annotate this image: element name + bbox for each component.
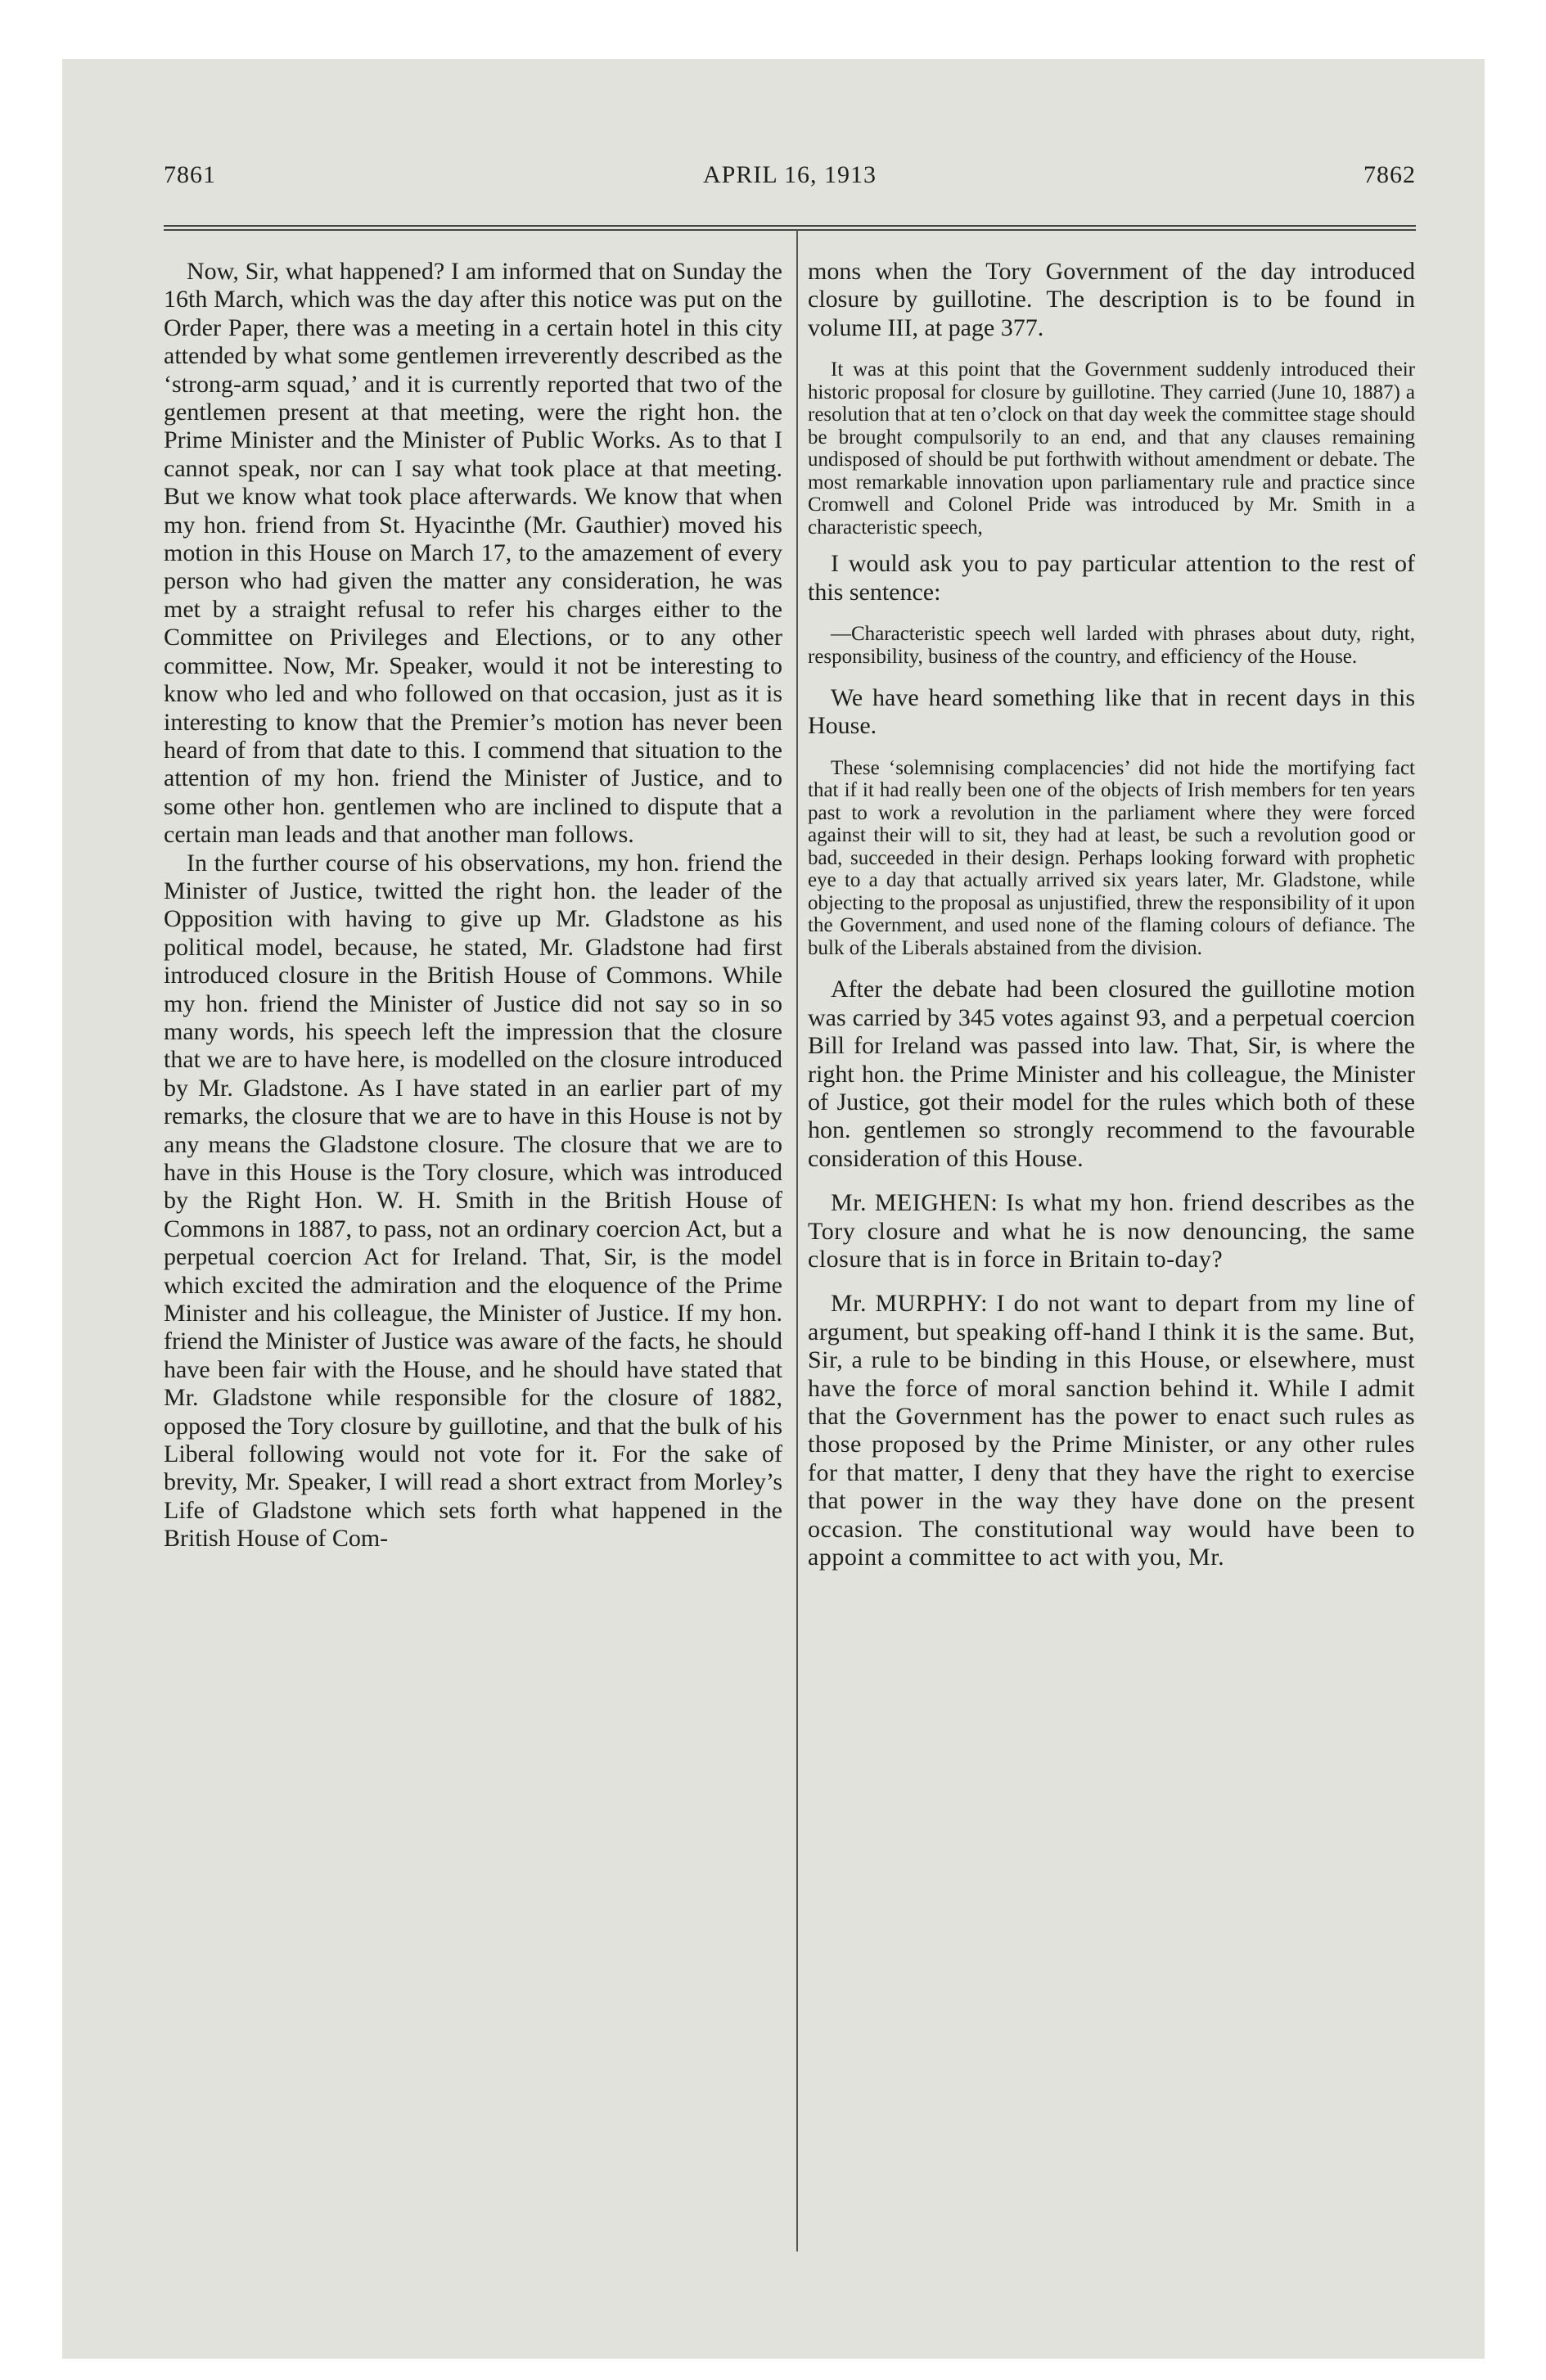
paragraph-recent-days: We have heard something like that in recent days in this House. (808, 684, 1415, 740)
header-double-rule (164, 225, 1416, 231)
page-number-right: 7862 (1363, 161, 1416, 188)
paragraph-what-happened: Now, Sir, what happened? I am informed that on Sunday the 16th March, which was the day after this notice was put on the Order Paper, there was a meeting in a certain hotel in this city attended by what some gentlemen irreverently described as the ‘strong-arm squad,’ and it is currently reported that two of the gentlemen present at that meeting, were the right hon. the Prime Minister and the Minister of Public Works. As to that I cannot speak, nor can I say what took place at that meeting. But we know what took place afterwards. We know that when my hon. friend from St. Hyacinthe (Mr. Gauthier) moved his motion in this House on March 17, to the amazement of every person who had given the matter any consideration, he was met by a straight refusal to refer his charges either to the Committee on Privileges and Elections, or to any other committee. Now, Mr. Speaker, would it not be interesting to know who led and who followed on that occasion, just as it is interesting to know that the Premier’s motion has never been heard of from that date to this. I commend that situation to the attention of my hon. friend the Minister of Justice, and to some other hon. gentlemen who are inclined to dispute that a certain man leads and that another man follows. (164, 258, 782, 849)
right-column (808, 258, 1415, 1571)
page-header (164, 151, 1416, 192)
paragraph-after-debate: After the debate had been closured the guillotine motion was carried by 345 votes against 93, and a perpetual coercion Bill for Ireland was passed into law. That, Sir, is where the right hon. the Prime Minister and his colleague, the Minister of Justice, got their model for the rules which both of these hon. gentlemen so strongly recommend to the favourable consideration of this House. (808, 976, 1415, 1172)
speech-murphy: Mr. MURPHY: I do not want to depart from my line of argument, but speaking off-hand I think it is the same. But, Sir, a rule to be binding in this House, or elsewhere, must have the force of moral sanction behind it. While I admit that the Government has the power to enact such rules as those proposed by the Prime Minister, or any other rules for that matter, I deny that they have the right to exercise that power in the way they have done on the present occasion. The constitutional way would have been to appoint a committee to act with you, Mr. (808, 1290, 1415, 1571)
speech-meighen: Mr. MEIGHEN: Is what my hon. friend describes as the Tory closure and what he is now denouncing, the same closure that is in force in Britain to-day? (808, 1189, 1415, 1273)
quote-guillotine-proposal: It was at this point that the Government suddenly introduced their historic proposal for closure by guillotine. They carried (June 10, 1887) a resolution that at ten o’clock on that day week the committee stage should be brought compulsorily to an end, and that any clauses remaining undisposed of should be put forthwith without amendment or debate. The most remarkable innovation upon parliamentary rule and practice since Cromwell and Colonel Pride was introduced by Mr. Smith in a characteristic speech, (808, 358, 1415, 539)
paragraph-gladstone-model: In the further course of his observations, my hon. friend the Minister of Justice, twitted the right hon. the leader of the Opposition with having to give up Mr. Gladstone as his political model, because, he stated, Mr. Gladstone had first introduced closure in the British House of Commons. While my hon. friend the Minister of Justice did not say so in so many words, his speech left the impression that the closure that we are to have here, is modelled on the closure introduced by Mr. Gladstone. As I have stated in an earlier part of my remarks, the closure that we are to have in this House is not by any means the Gladstone closure. The closure that we are to have in this House is the Tory closure, which was introduced by the Right Hon. W. H. Smith in the British House of Commons in 1887, to pass, not an ordinary coercion Act, but a perpetual coercion Act for Ireland. That, Sir, is the model which excited the admiration and the eloquence of the Prime Minister and his colleague, the Minister of Justice. If my hon. friend the Minister of Justice was aware of the facts, he should have been fair with the House, and he should have stated that Mr. Gladstone while responsible for the closure of 1882, opposed the Tory closure by guillotine, and that the bulk of his Liberal following would not vote for it. For the sake of brevity, Mr. Speaker, I will read a short extract from Morley’s Life of Gladstone which sets forth what happened in the British House of Com- (164, 849, 782, 1553)
page-number-left: 7861 (164, 161, 216, 188)
header-date: APRIL 16, 1913 (702, 161, 877, 188)
paragraph-continuation: mons when the Tory Government of the day introduced closure by guillotine. The description is to be found in volume III, at page 377. (808, 258, 1415, 341)
column-divider (796, 230, 798, 2252)
quote-characteristic-speech: —Characteristic speech well larded with phrases about duty, right, responsibility, business of the country, and efficiency of the House. (808, 623, 1415, 668)
hansard-page (164, 151, 1416, 2247)
quote-solemnising-complacencies: These ‘solemnising complacencies’ did not hide the mortifying fact that if it had really been one of the objects of Irish members for ten years past to work a revolution in the parliament where they were forced against their will to sit, they had at least, be such a revolution good or bad, succeeded in their design. Perhaps looking forward with prophetic eye to a day that actually arrived six years later, Mr. Gladstone, while objecting to the proposal as unjustified, threw the responsibility of it upon the Government, and used none of the flaming colours of defiance. The bulk of the Liberals abstained from the division. (808, 756, 1415, 959)
left-column (164, 258, 782, 1553)
paragraph-attention-request: I would ask you to pay particular attention to the rest of this sentence: (808, 550, 1415, 606)
